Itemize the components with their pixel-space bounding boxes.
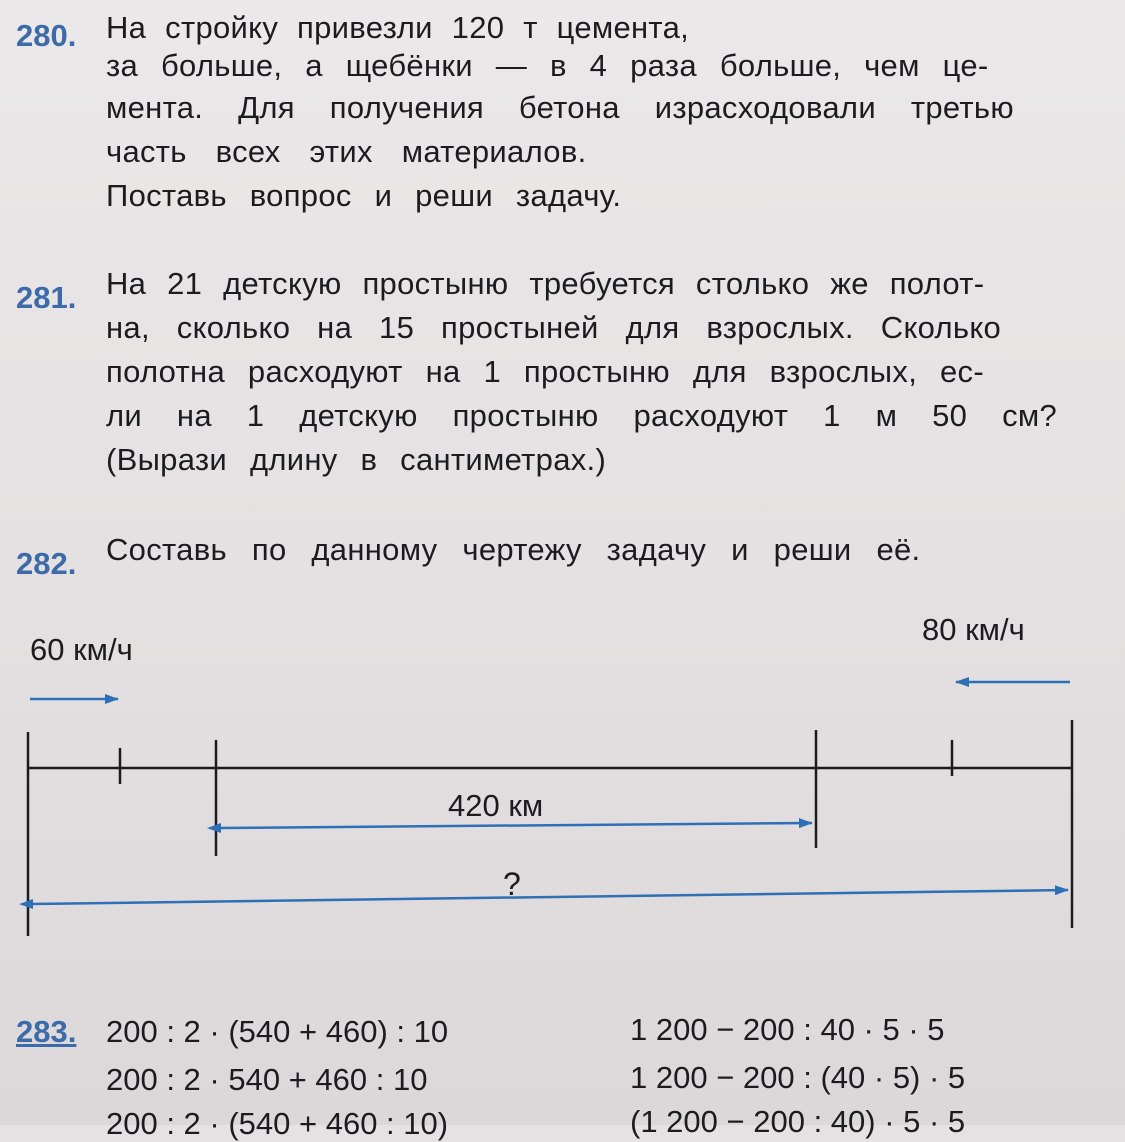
question-mark-label: ? — [503, 866, 521, 902]
expr-right-1: 1 200 − 200 : 40 · 5 · 5 — [630, 1012, 945, 1047]
problem-281-number: 281. — [16, 280, 77, 315]
expr-left-1: 200 : 2 · (540 + 460) : 10 — [106, 1014, 449, 1049]
expr-right-2: 1 200 − 200 : (40 · 5) · 5 — [630, 1060, 966, 1095]
speed-left-label: 60 км/ч — [30, 632, 133, 667]
distance-label: 420 км — [448, 788, 544, 823]
problem-280-line-2: за больше, а щебёнки — в 4 раза больше, чем це- — [106, 48, 989, 83]
problem-280-line-3: мента. Для получения бетона израсходовали третью — [106, 90, 1014, 125]
expr-left-3: 200 : 2 · (540 + 460 : 10) — [106, 1106, 449, 1141]
problem-280-line-4: часть всех этих материалов. — [106, 134, 587, 169]
speed-right-label: 80 км/ч — [922, 612, 1025, 647]
problem-283-number: 283. — [16, 1014, 77, 1049]
problem-282-number: 282. — [16, 546, 77, 581]
expr-left-2: 200 : 2 · 540 + 460 : 10 — [106, 1062, 428, 1097]
problem-282-text: Составь по данному чертежу задачу и реши её. — [106, 532, 921, 567]
problem-280-number: 280. — [16, 18, 77, 53]
problem-280-line-5: Поставь вопрос и реши задачу. — [106, 178, 622, 213]
problem-281-line-4: ли на 1 детскую простыню расходуют 1 м 50 см? — [106, 398, 1058, 433]
problem-281-line-1: На 21 детскую простыню требуется столько же полот- — [106, 266, 985, 301]
problem-281-line-2: на, сколько на 15 простыней для взрослых. Сколько — [106, 310, 1002, 345]
expr-right-3: (1 200 − 200 : 40) · 5 · 5 — [630, 1104, 966, 1139]
total-span-arrow — [32, 890, 1068, 904]
problem-281-line-5: (Вырази длину в сантиметрах.) — [106, 442, 607, 477]
problem-281-line-3: полотна расходуют на 1 простыню для взрослых, ес- — [106, 354, 984, 389]
problem-280-line-1: На стройку привезли 120 т цемента, — [106, 10, 690, 45]
